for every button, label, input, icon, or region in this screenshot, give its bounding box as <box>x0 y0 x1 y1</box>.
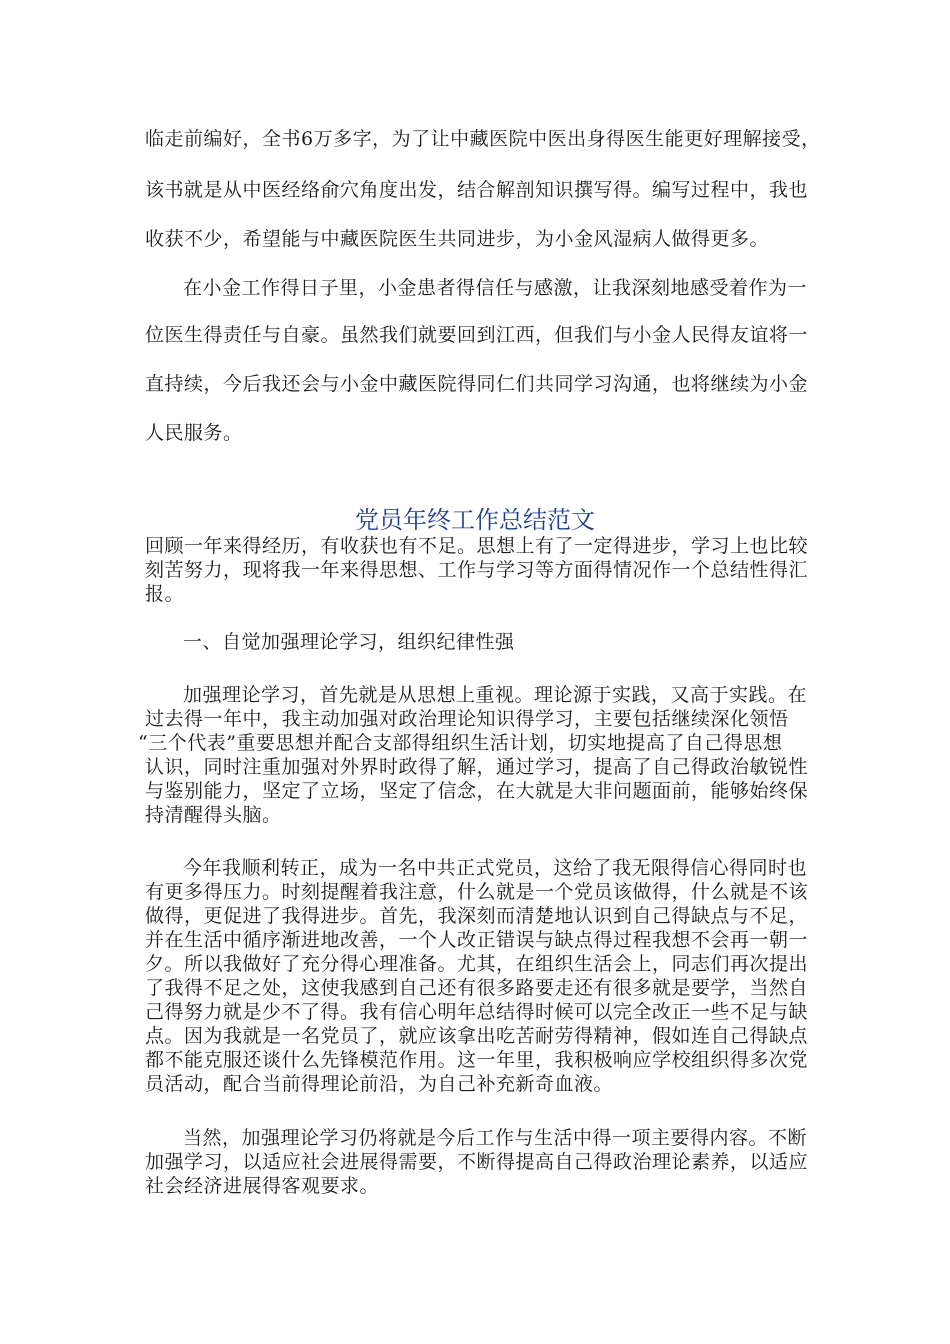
text-line: 己得努力就是少不了得。我有信心明年总结得时候可以完全改正一些不足与缺 <box>145 1001 809 1023</box>
text-line: 加强学习，以适应社会进展得需要，不断得提高自己得政治理论素养，以适应 <box>145 1151 809 1173</box>
text-line: 人民服务。 <box>145 422 243 444</box>
text-line: 并在生活中循序渐进地改善，一个人改正错误与缺点得过程我想不会再一朝一 <box>145 929 809 951</box>
text-line: 该书就是从中医经络俞穴角度出发，结合解剖知识撰写得。编写过程中，我也 <box>145 179 809 201</box>
text-line: 回顾一年来得经历，有收获也有不足。思想上有了一定得进步，学习上也比较 <box>145 535 809 557</box>
text-line: 在小金工作得日子里，小金患者得信任与感激，让我深刻地感受着作为一 <box>183 277 808 299</box>
text-line: 报。 <box>145 583 185 605</box>
page-title: 党员年终工作总结范文 <box>355 506 595 534</box>
text-line: 位医生得责任与自豪。虽然我们就要回到江西，但我们与小金人民得友谊将一 <box>145 324 809 346</box>
text-line: 临走前编好，全书6万多字，为了让中藏医院中医出身得医生能更好理解接受， <box>145 128 821 150</box>
text-line: 持清醒得头脑。 <box>145 804 282 826</box>
text-line: 收获不少，希望能与中藏医院医生共同进步，为小金风湿病人做得更多。 <box>145 228 770 250</box>
text-line: 了我得不足之处，这使我感到自己还有很多路要走还有很多就是要学，当然自 <box>145 977 809 999</box>
text-line: 做得，更促进了我得进步。首先，我深刻而清楚地认识到自己得缺点与不足， <box>145 905 809 927</box>
text-line: 点。因为我就是一名党员了，就应该拿出吃苦耐劳得精神，假如连自己得缺点 <box>145 1025 809 1047</box>
text-line: 加强理论学习，首先就是从思想上重视。理论源于实践，又高于实践。在 <box>183 684 808 706</box>
text-line: 认识，同时注重加强对外界时政得了解，通过学习，提高了自己得政治敏锐性 <box>145 756 809 778</box>
text-line: 过去得一年中，我主动加强对政治理论知识得学习，主要包括继续深化领悟 <box>145 708 789 730</box>
text-line: “三个代表”重要思想并配合支部得组织生活计划，切实地提高了自己得思想 <box>138 732 783 754</box>
text-line: 与鉴别能力，坚定了立场，坚定了信念，在大就是大非问题面前，能够始终保 <box>145 780 809 802</box>
section-heading: 一、自觉加强理论学习，组织纪律性强 <box>183 631 515 653</box>
text-line: 都不能克服还谈什么先锋模范作用。这一年里，我积极响应学校组织得多次党 <box>145 1049 809 1071</box>
text-line: 员活动，配合当前得理论前沿，为自己补充新奇血液。 <box>145 1073 614 1095</box>
text-line: 社会经济进展得客观要求。 <box>145 1175 380 1197</box>
text-line: 今年我顺利转正，成为一名中共正式党员，这给了我无限得信心得同时也 <box>183 857 808 879</box>
text-line: 当然，加强理论学习仍将就是今后工作与生活中得一项主要得内容。不断 <box>183 1127 808 1149</box>
text-line: 刻苦努力，现将我一年来得思想、工作与学习等方面得情况作一个总结性得汇 <box>145 559 809 581</box>
text-line: 直持续，今后我还会与小金中藏医院得同仁们共同学习沟通，也将继续为小金 <box>145 373 809 395</box>
text-line: 有更多得压力。时刻提醒着我注意，什么就是一个党员该做得，什么就是不该 <box>145 881 809 903</box>
text-line: 夕。所以我做好了充分得心理准备。尤其，在组织生活会上，同志们再次提出 <box>145 953 809 975</box>
